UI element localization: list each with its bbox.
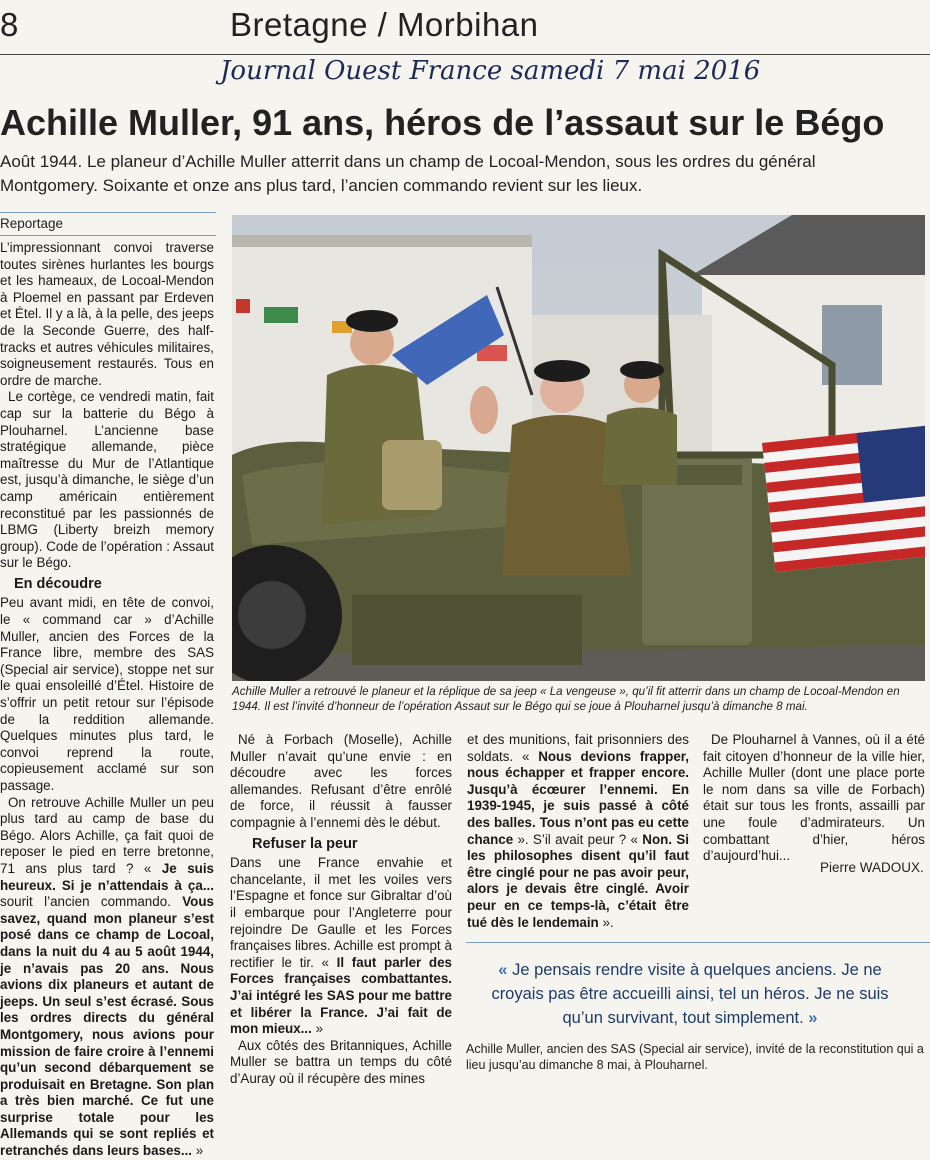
- section-name: Bretagne / Morbihan: [230, 6, 539, 43]
- quote-rule: [466, 942, 930, 943]
- jeep-veterans-illustration: [232, 215, 925, 681]
- quote-close-icon: »: [808, 1009, 818, 1027]
- column-3: [467, 732, 689, 931]
- column-4: [703, 732, 925, 865]
- col4-paragraph-1: De Plouharnel à Vannes, où il a été fait citoyen d’honneur de la ville hier, Achille Muller (dont une place porte le nom dans sa ville de Forbach) était sur tous les fronts, assailli par une foule d’admirateurs. Un combattant d’hier, héros d’aujourd’hui...: [703, 732, 925, 864]
- header-rule: [0, 54, 930, 55]
- kicker-label: Reportage: [0, 216, 64, 231]
- col1-paragraph-4: On retrouve Achille Muller un peu plus tard au camp de base du Bégo. Alors Achille, ça fait quoi de reposer le pied en terre bretonne, 71 ans plus tard ? « Je suis heureux. Si je n’attendais à ça... sourit l’ancien commando. Vous savez, quand mon planeur s’est posé dans ce champ de Locoal, dans la nuit du 4 au 5 août 1944, je n’avais pas 20 ans. Nous avions dix planeurs et autant de jeeps. Un seul s’est écrasé. Sous les ordres directs du général Montgomery, nous avions pour mission de faire croire à l’ennemi qu’un second débarquement se produisait en Bretagne. Son plan a très bien marché. Ce fut une surprise totale pour les Allemands qui se sont repliés et retranchés dans leurs bases... »: [0, 794, 214, 1159]
- col2-paragraph-3: Aux côtés des Britanniques, Achille Muller se battra un temps du côté d’Auray où il récupère des mines: [230, 1037, 452, 1086]
- col3-paragraph-1: et des munitions, fait prisonniers des soldats. « Nous devions frapper, nous échapper et frapper encore. Jusqu’à écœurer l’ennemi. En 1939-1945, je suis passé à côté des balles. Tous n’ont pas eu cette chance ». S’il avait peur ? « Non. Si les philosophes disent qu’il faut être cinglé pour ne pas avoir peur, alors je devais être cinglé. Avoir peur en ce temps-là, c’était être tué dès le lendemain ».: [467, 732, 689, 930]
- article-chapo: Août 1944. Le planeur d’Achille Muller atterrit dans un champ de Locoal-Mendon, sous les ordres du général Montgomery. Soixante et onze ans plus tard, l’ancien commando revient sur les lieux.: [0, 152, 816, 195]
- kicker-rule-top: [0, 212, 216, 213]
- col1-paragraph-1: L’impressionnant convoi traverse toutes sirènes hurlantes les bourgs et les hameaux, de Locoal-Mendon à Ploemel en passant par Erdeven et Étel. Il y a là, à la pelle, des jeeps de la Seconde Guerre, des half-tracks et autres véhicules militaires, soigneusement restaurés. Tous en ordre de marche.: [0, 240, 214, 388]
- col1-paragraph-3: Peu avant midi, en tête de convoi, le « command car » d’Achille Muller, ancien des Forces de la France libre, membre des SAS (Special air service), stoppe net sur le quai ensoleillé d’Étel. Histoire de s’offrir un petit retour sur l’épisode de la reddition allemande. Quelques minutes plus tard, le convoi reprend la route, copieusement acclamé sur son passage.: [0, 595, 214, 793]
- subhead-en-decoudre: En découdre: [14, 575, 102, 592]
- article-photo: [232, 215, 925, 681]
- subhead-refuser-la-peur: Refuser la peur: [252, 835, 358, 852]
- quote-open-icon: «: [498, 961, 508, 979]
- page-number: 8: [0, 6, 19, 43]
- pull-quote: [470, 958, 910, 1030]
- col1-paragraph-2: Le cortège, ce vendredi matin, fait cap sur la batterie du Bégo à Plouharnel. L’ancienne base stratégique allemande, pièce maîtresse du Mur de l’Atlantique est, jusqu’à dimanche, le siège d’un camp américain entièrement reconstitué par les passionnés de LBMG (Liberty breizh memory group). Code de l’opération : Assaut sur le Bégo.: [0, 389, 214, 571]
- col2-paragraph-1: Né à Forbach (Moselle), Achille Muller n’avait qu’une envie : en découdre avec les forces allemandes. Refusant d’être enrôlé de force, il réussit à fausser compagnie à l’ennemi dès le début.: [230, 732, 452, 830]
- author-signature: Pierre WADOUX.: [820, 860, 924, 875]
- photo-caption: Achille Muller a retrouvé le planeur et la réplique de sa jeep « La vengeuse », qu’il fit atterrir dans un champ de Locoal-Mendon en 1944. Il est l’invité d’honneur de l’opération Assaut sur le Bégo qui se joue à Plouharnel jusqu’à dimanche 8 mai.: [232, 685, 900, 713]
- column-2: [230, 732, 452, 1087]
- pull-quote-text: Je pensais rendre visite à quelques anciens. Je ne croyais pas être accueilli ainsi, tel un héros. Je ne suis qu’un survivant, tout simplement.: [491, 961, 889, 1027]
- kicker-rule-bottom: [0, 235, 216, 236]
- pull-quote-caption: Achille Muller, ancien des SAS (Special air service), invité de la reconstitution qui a lieu jusqu’au dimanche 8 mai, à Plouharnel.: [466, 1042, 924, 1072]
- col2-paragraph-2: Dans une France envahie et chancelante, il met les voiles vers l’Espagne et fonce sur Gibraltar d’où il embarque pour l’Angleterre pour rejoindre De Gaulle et les Forces françaises libres. Achille est prompt à rectifier le tir. « Il faut parler des Forces françaises combattantes. J’ai intégré les SAS pour me battre et libérer la France. J’ai fait de mon mieux... »: [230, 855, 452, 1037]
- article-headline: Achille Muller, 91 ans, héros de l’assaut sur le Bégo: [0, 102, 885, 143]
- handwritten-note: Journal Ouest France samedi 7 mai 2016: [220, 56, 761, 86]
- column-1: [0, 240, 214, 1160]
- section-header: [0, 6, 539, 44]
